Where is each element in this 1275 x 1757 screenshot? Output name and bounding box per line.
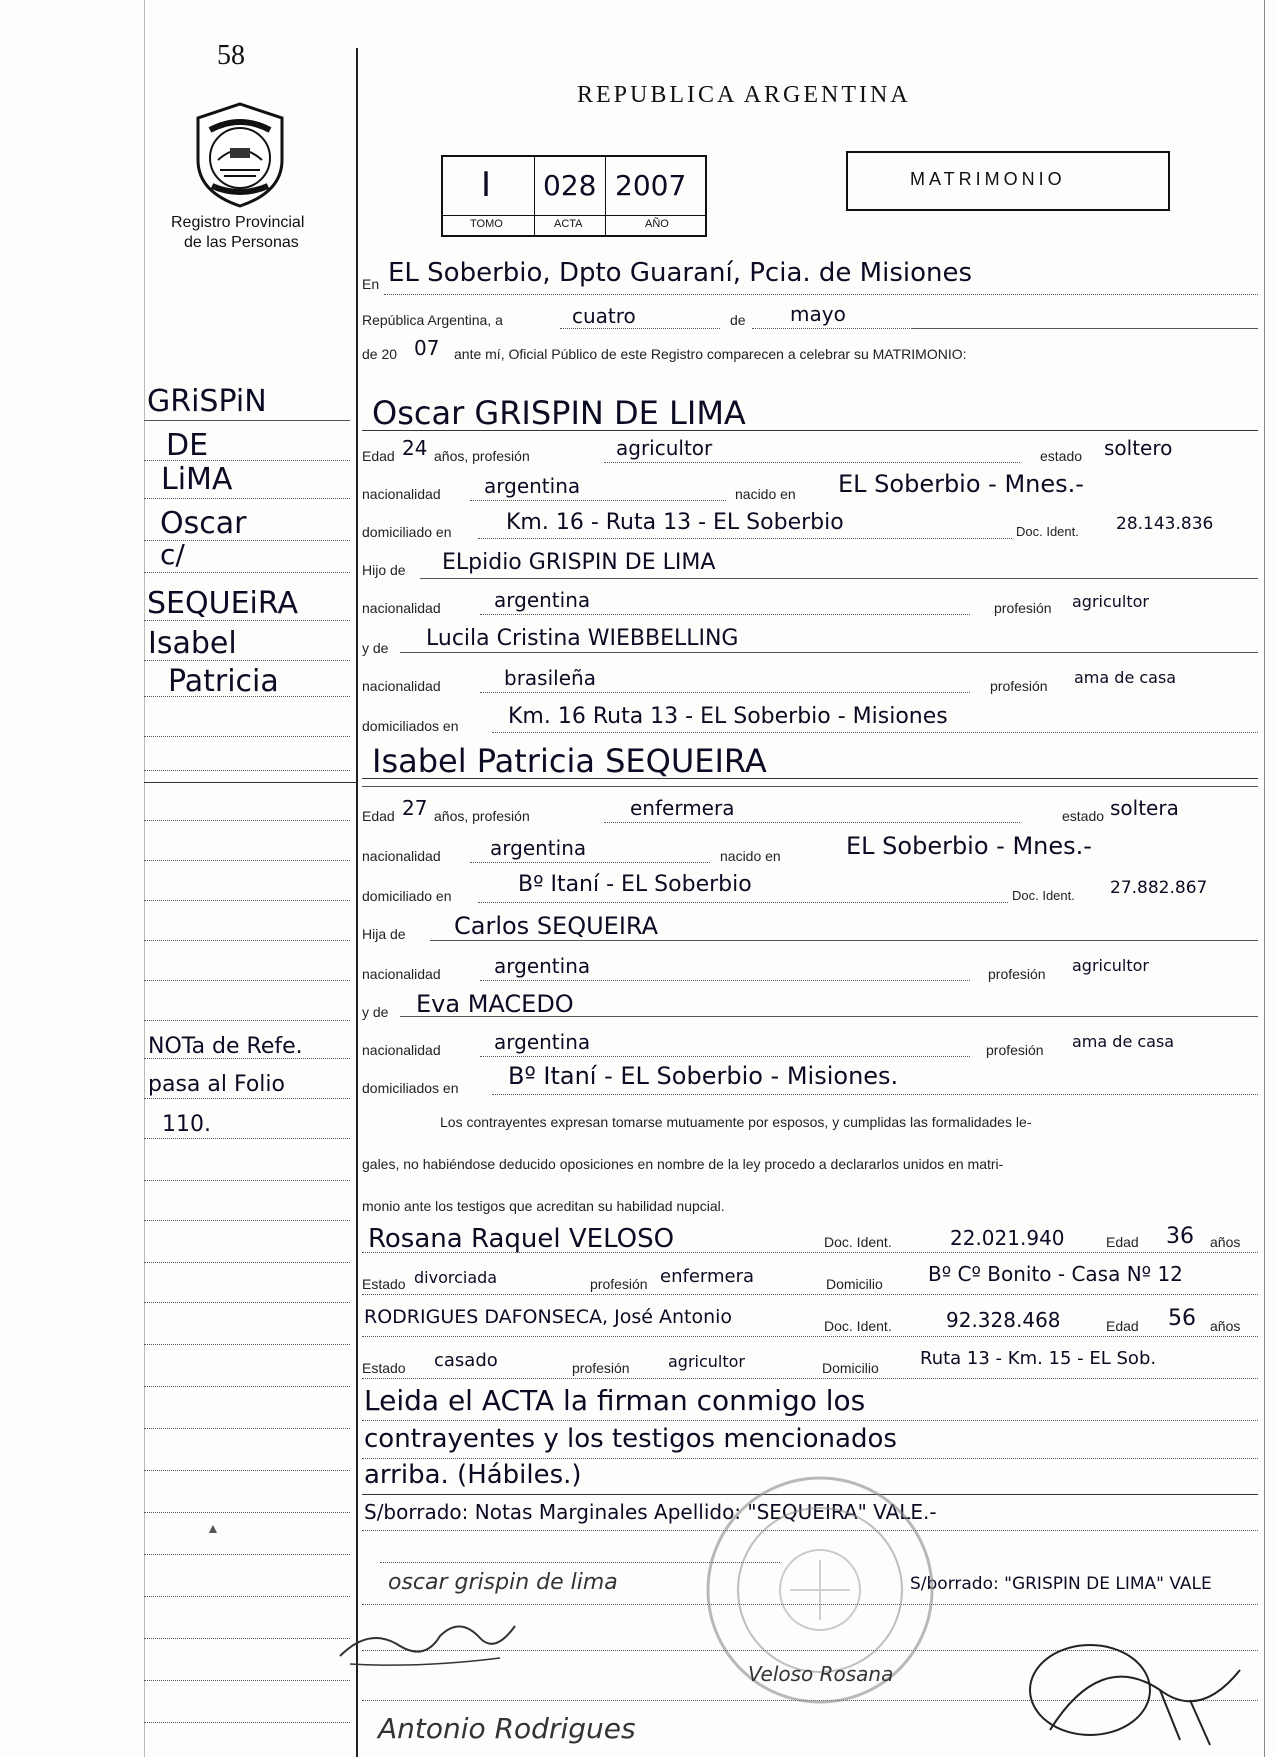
witness1-doc-label: Doc. Ident. [824,1234,892,1250]
bride-birthplace: EL Soberbio - Mnes.- [846,832,1092,860]
closing-line5: S/borrado: "GRISPIN DE LIMA" VALE [910,1574,1212,1594]
ceremony-year: 07 [414,336,440,360]
witness2-doc: 92.328.468 [946,1308,1061,1332]
en-label: En [362,276,380,292]
bride-estado-label: estado [1062,808,1105,824]
groom-father-prof: agricultor [1072,592,1150,611]
witness1-estado: divorciada [414,1268,498,1287]
stray-mark: ▲ [206,1520,220,1536]
groom-parents-addr: Km. 16 Ruta 13 - EL Soberbio - Misiones [508,704,948,729]
bride-parents-addr: Bº Itaní - EL Soberbio - Misiones. [508,1062,899,1090]
bride-father-prof-label: profesión [988,966,1046,982]
registry-name-line2: de las Personas [184,234,299,251]
tomo-value: I [481,165,492,205]
margin-surname-lima: LiMA [161,462,233,497]
bride-dom-label: domiciliado en [362,888,452,904]
registry-name-line1: Registro Provincial [171,214,305,231]
witness1-dom-label: Domicilio [826,1276,883,1292]
groom-estado-label: estado [1040,448,1083,464]
groom-name: Oscar GRISPIN DE LIMA [372,394,746,432]
right-edge-rule [1264,0,1265,1757]
bride-father: Carlos SEQUEIRA [454,912,659,940]
bride-address: Bº Itaní - EL Soberbio [518,872,752,897]
province-seal-logo [190,100,290,215]
comparecen-text: ante mí, Oficial Público de este Registro comparecen a celebrar su MATRIMONIO: [454,346,967,362]
margin-bride-name2: Patricia [168,664,279,699]
groom-father: ELpidio GRISPIN DE LIMA [442,550,716,575]
groom-nat-label: nacionalidad [362,486,441,502]
page-number: 58 [217,40,245,71]
bride-profession: enfermera [630,796,735,820]
groom-father-label: Hijo de [362,562,406,578]
closing-line4: S/borrado: Notas Marginales Apellido: "SEQUEIRA" VALE.- [364,1500,937,1524]
ceremony-place: EL Soberbio, Dpto Guaraní, Pcia. de Misiones [388,258,973,288]
bride-mother-nat: argentina [494,1030,591,1054]
witness1-estado-label: Estado [362,1276,406,1292]
groom-father-nat-label: nacionalidad [362,600,441,616]
left-margin-rule [144,0,145,1757]
record-type-box [846,151,1170,211]
witness2-doc-label: Doc. Ident. [824,1318,892,1334]
bride-signature [330,1606,530,1681]
column-divider [356,48,358,1757]
closing-line2: contrayentes y los testigos mencionados [364,1424,897,1454]
acta-label: ACTA [554,218,583,230]
margin-first-name: Oscar [160,506,247,541]
witness2-signature: Antonio Rodrigues [378,1712,636,1745]
witness1-edad-label: Edad [1106,1234,1139,1250]
bride-mother-nat-label: nacionalidad [362,1042,441,1058]
witness1-name: Rosana Raquel VELOSO [368,1224,675,1254]
groom-mother-prof-label: profesión [990,678,1048,694]
republica-label: República Argentina, a [362,312,503,328]
witness1-doc: 22.021.940 [950,1226,1065,1250]
groom-profesion-label: años, profesión [434,448,530,464]
year-prefix: de 20 [362,346,398,362]
witness2-age: 56 [1168,1306,1196,1331]
witness1-signature: Veloso Rosana [748,1662,894,1686]
bride-doc-label: Doc. Ident. [1012,888,1075,903]
bride-mother-label: y de [362,1004,389,1020]
bride-father-nat: argentina [494,954,591,978]
ceremony-day: cuatro [572,304,636,328]
witness1-profession: enfermera [660,1266,755,1287]
closing-line3: arriba. (Hábiles.) [364,1460,582,1490]
bride-nacido-label: nacido en [720,848,781,864]
witness2-estado-label: Estado [362,1360,406,1376]
record-number-box [441,155,707,237]
groom-mother-nat: brasileña [504,666,596,690]
groom-doc: 28.143.836 [1116,514,1214,534]
anio-label: AÑO [645,218,669,230]
record-type: MATRIMONIO [910,169,1066,189]
ceremony-month: mayo [790,302,846,326]
bride-father-label: Hija de [362,926,406,942]
margin-surname-de: DE [166,428,209,463]
groom-mother-prof: ama de casa [1074,668,1177,687]
bride-doc: 27.882.867 [1110,878,1208,898]
groom-father-prof-label: profesión [994,600,1052,616]
groom-nationality: argentina [484,474,581,498]
groom-father-nat: argentina [494,588,591,612]
groom-estado: soltero [1104,436,1173,460]
bride-estado: soltera [1110,796,1179,820]
bride-mother-prof: ama de casa [1072,1032,1175,1051]
bride-mother-prof-label: profesión [986,1042,1044,1058]
margin-bride-surname: SEQUEiRA [147,586,299,621]
bride-nationality: argentina [490,836,587,860]
declaration-line2: gales, no habiéndose deducido oposiciones en nombre de la ley procedo a declararlos unidos en matri- [362,1156,1004,1172]
margin-surname: GRiSPiN [147,384,267,419]
closing-line1: Leida el ACTA la firman conmigo los [364,1384,866,1417]
groom-parents-addr-label: domiciliados en [362,718,459,734]
groom-profession: agricultor [616,436,713,460]
groom-birthplace: EL Soberbio - Mnes.- [838,470,1084,498]
witness2-prof-label: profesión [572,1360,630,1376]
declaration-line1: Los contrayentes expresan tomarse mutuamente por esposos, y cumplidas las formalidades le- [440,1114,1032,1130]
nota-line3: 110. [162,1112,211,1137]
groom-dom-label: domiciliado en [362,524,452,540]
groom-address: Km. 16 - Ruta 13 - EL Soberbio [506,510,844,535]
bride-name: Isabel Patricia SEQUEIRA [372,742,767,780]
witness1-prof-label: profesión [590,1276,648,1292]
groom-mother: Lucila Cristina WIEBBELLING [426,626,739,651]
nota-line1: NOTa de Refe. [148,1034,303,1059]
bride-parents-addr-label: domiciliados en [362,1080,459,1096]
anio-value: 2007 [615,169,687,202]
witness1-age: 36 [1166,1224,1194,1249]
bride-father-prof: agricultor [1072,956,1150,975]
groom-doc-label: Doc. Ident. [1016,524,1079,539]
tomo-label: TOMO [470,218,503,230]
official-signature [1010,1630,1250,1755]
witness2-address: Ruta 13 - Km. 15 - EL Sob. [920,1348,1157,1369]
groom-mother-label: y de [362,640,389,656]
country-heading: REPUBLICA ARGENTINA [577,82,911,108]
nota-line2: pasa al Folio [148,1072,285,1097]
acta-value: 028 [543,169,597,202]
margin-con: c/ [160,538,185,571]
declaration-line3: monio ante los testigos que acreditan su habilidad nupcial. [362,1198,725,1214]
groom-signature: oscar grispin de lima [388,1570,618,1595]
witness2-name: RODRIGUES DAFONSECA, José Antonio [364,1306,733,1328]
witness2-dom-label: Domicilio [822,1360,879,1376]
bride-father-nat-label: nacionalidad [362,966,441,982]
de-label: de [730,312,746,328]
witness1-anios-label: años [1210,1234,1241,1250]
groom-mother-nat-label: nacionalidad [362,678,441,694]
bride-age: 27 [402,796,428,820]
bride-nat-label: nacionalidad [362,848,441,864]
margin-bride-name: Isabel [148,626,237,661]
bride-mother: Eva MACEDO [416,990,574,1018]
witness1-address: Bº Cº Bonito - Casa Nº 12 [928,1262,1183,1286]
witness2-anios-label: años [1210,1318,1241,1334]
witness2-edad-label: Edad [1106,1318,1139,1334]
bride-edad-label: Edad [362,808,395,824]
groom-edad-label: Edad [362,448,395,464]
witness2-profession: agricultor [668,1352,746,1371]
groom-nacido-label: nacido en [735,486,796,502]
groom-age: 24 [402,436,428,460]
bride-profesion-label: años, profesión [434,808,530,824]
witness2-estado: casado [434,1350,498,1371]
